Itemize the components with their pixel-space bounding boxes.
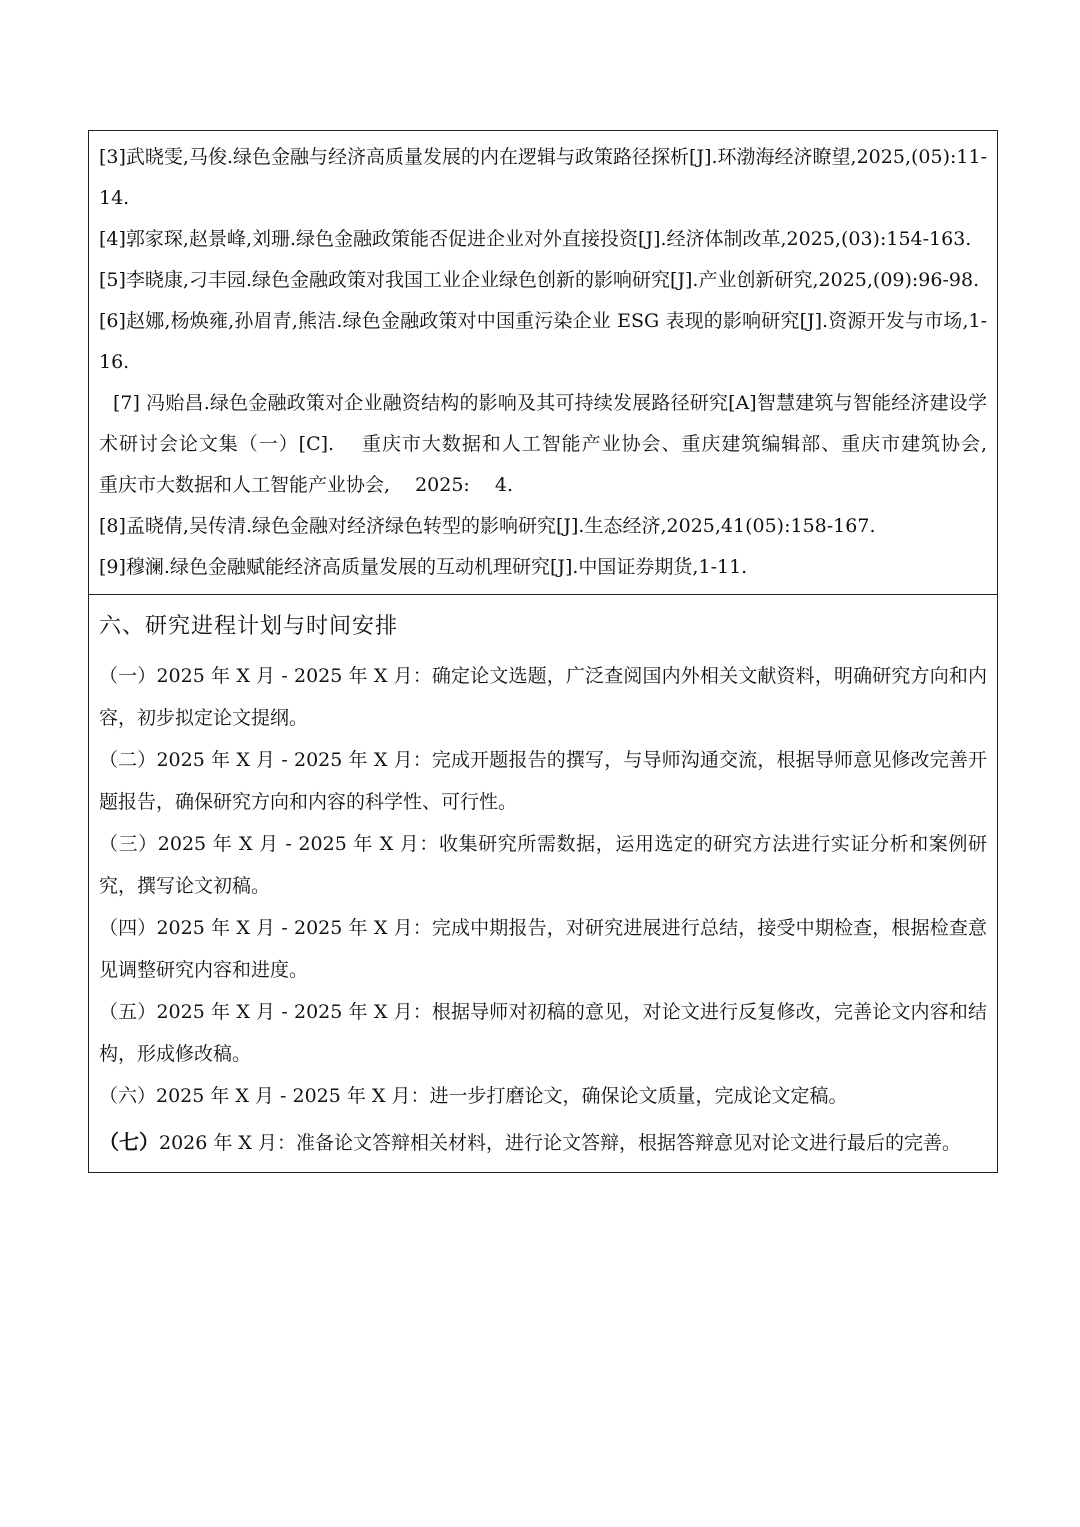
references-cell	[89, 131, 1013, 595]
reference-9: [9]穆澜.绿色金融赋能经济高质量发展的互动机理研究[J].中国证券期货,1-11.	[99, 556, 748, 578]
reference-3: [3]武晓雯,马俊.绿色金融与经济高质量发展的内在逻辑与政策路径探析[J].环渤海经济瞭望,2025,(05):11-14.	[99, 146, 987, 209]
reference-5: [5]李晓康,刁丰园.绿色金融政策对我国工业企业绿色创新的影响研究[J].产业创新研究,2025,(09):96-98.	[99, 269, 980, 291]
document-table	[88, 130, 1013, 1173]
schedule-item-7	[99, 1121, 987, 1164]
schedule-item-4: （四）2025 年 X 月 - 2025 年 X 月：完成中期报告，对研究进展进行总结，接受中期检查，根据检查意见调整研究内容和进度。	[99, 917, 987, 981]
schedule-item-5: （五）2025 年 X 月 - 2025 年 X 月：根据导师对初稿的意见，对论文进行反复修改，完善论文内容和结构，形成修改稿。	[99, 1001, 987, 1065]
reference-7: [7] 冯贻昌.绿色金融政策对企业融资结构的影响及其可持续发展路径研究[A]智慧建筑与智能经济建设学术研讨会论文集（一）[C]. 重庆市大数据和人工智能产业协会、重庆建筑编辑部、重庆市建筑协会, 重庆市大数据和人工智能产业协会, 2025: 4.	[99, 392, 1013, 496]
reference-8: [8]孟晓倩,吴传清.绿色金融对经济绿色转型的影响研究[J].生态经济,2025,41(05):158-167.	[99, 515, 876, 537]
schedule-item-6: （六）2025 年 X 月 - 2025 年 X 月：进一步打磨论文，确保论文质量，完成论文定稿。	[99, 1085, 848, 1107]
schedule-item-3: （三）2025 年 X 月 - 2025 年 X 月：收集研究所需数据，运用选定的研究方法进行实证分析和案例研究，撰写论文初稿。	[99, 833, 987, 897]
schedule-item-1: （一）2025 年 X 月 - 2025 年 X 月：确定论文选题，广泛查阅国内外相关文献资料，明确研究方向和内容，初步拟定论文提纲。	[99, 665, 987, 729]
schedule-item-7-label: （七）	[99, 1130, 159, 1154]
section-title: 六、研究进程计划与时间安排	[99, 614, 399, 639]
schedule-item-7-text: 2026 年 X 月：准备论文答辩相关材料，进行论文答辩，根据答辩意见对论文进行最后的完善。	[159, 1132, 962, 1154]
reference-6: [6]赵娜,杨焕雍,孙眉青,熊洁.绿色金融政策对中国重污染企业 ESG 表现的影响研究[J].资源开发与市场,1-16.	[99, 310, 987, 373]
schedule-cell	[89, 595, 997, 1172]
reference-4: [4]郭家琛,赵景峰,刘珊.绿色金融政策能否促进企业对外直接投资[J].经济体制改革,2025,(03):154-163.	[99, 228, 972, 250]
schedule-item-2: （二）2025 年 X 月 - 2025 年 X 月：完成开题报告的撰写，与导师沟通交流，根据导师意见修改完善开题报告，确保研究方向和内容的科学性、可行性。	[99, 749, 987, 813]
